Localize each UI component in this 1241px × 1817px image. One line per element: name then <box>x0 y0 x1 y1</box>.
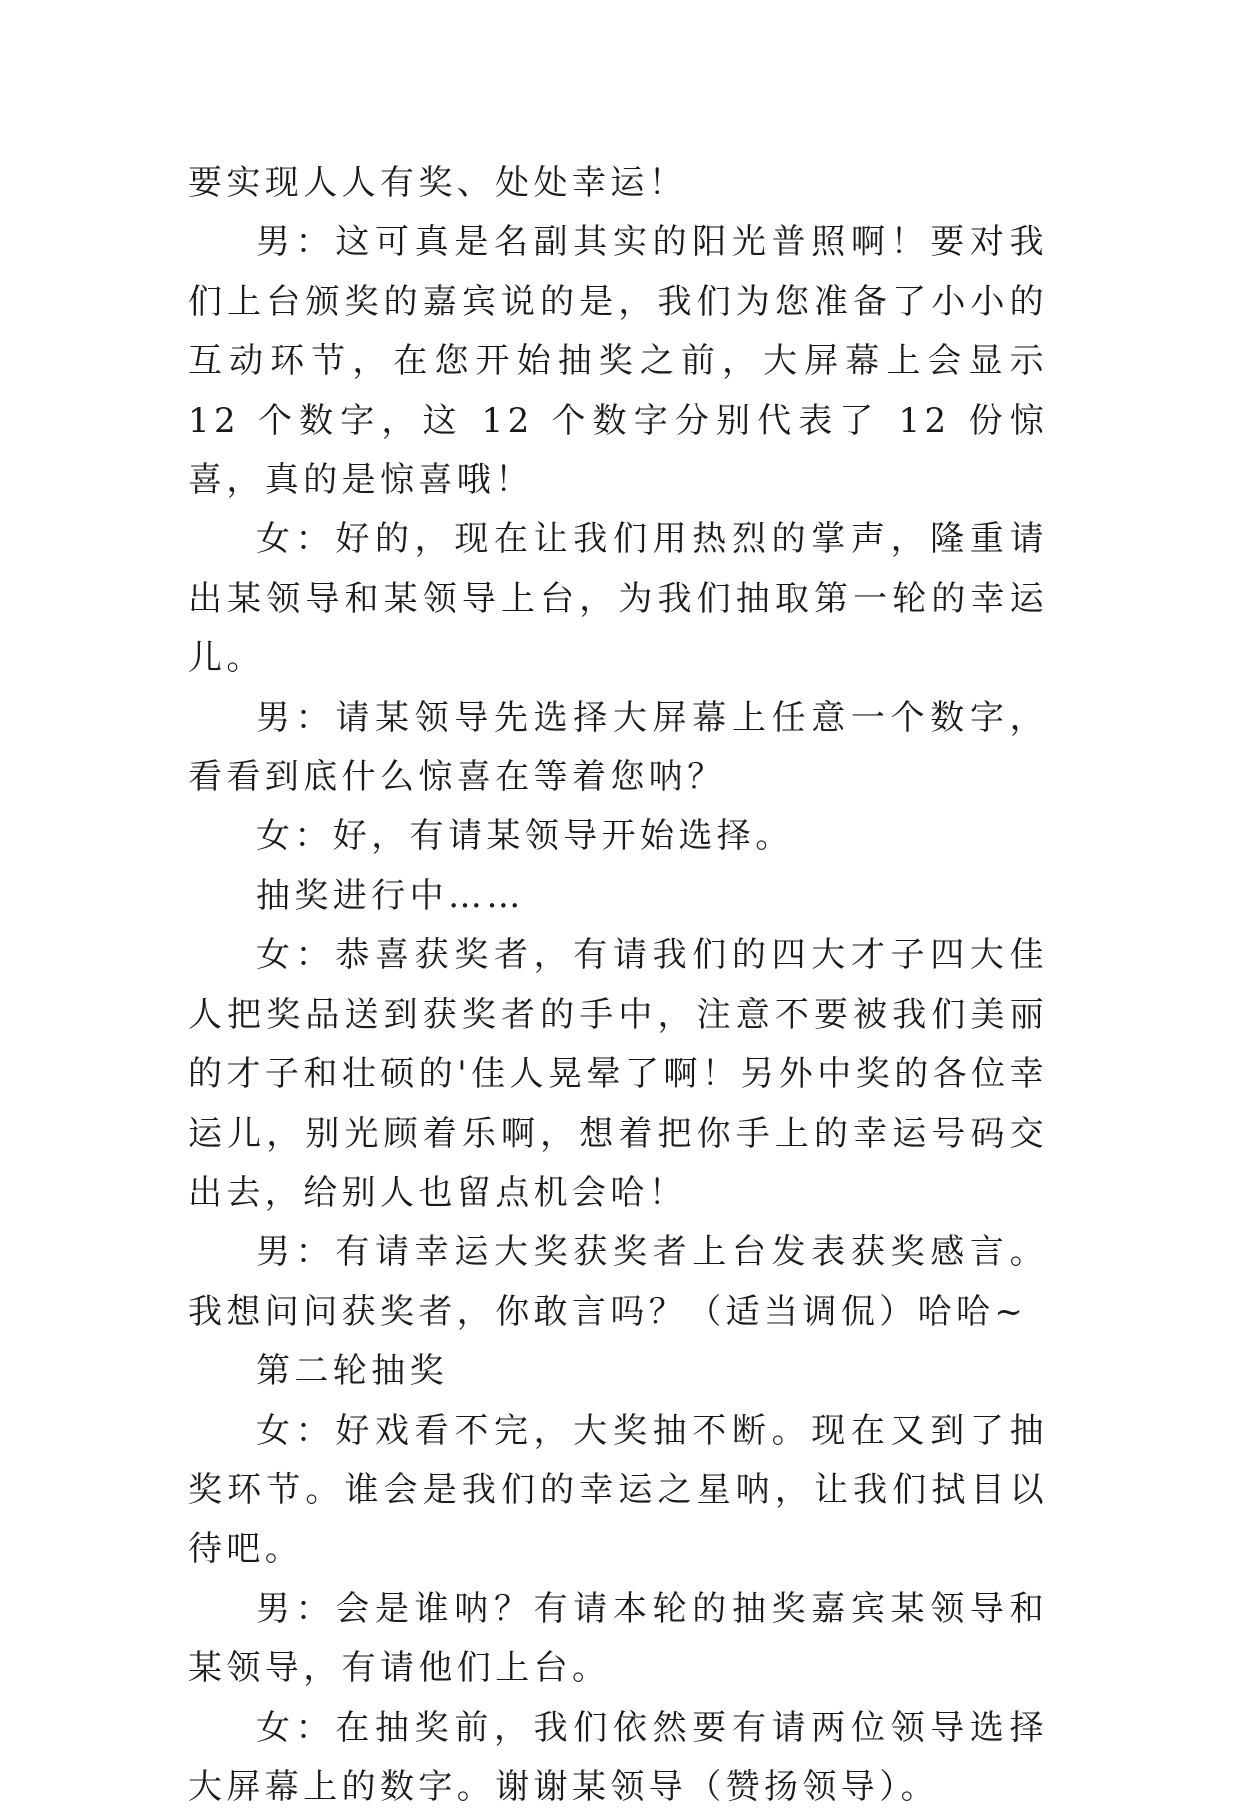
paragraph: 女：好，有请某领导开始选择。 <box>256 816 794 857</box>
document-body <box>188 154 1048 1817</box>
paragraph: 女：好的，现在让我们用热烈的掌声，隆重请出某领导和某领导上台，为我们抽取第一轮的幸运儿。 <box>188 519 1048 679</box>
paragraph: 女：在抽奖前，我们依然要有请两位领导选择大屏幕上的数字。谢谢某领导（赞扬领导）。 <box>188 1707 1048 1807</box>
paragraph: 要实现人人有奖、处处幸运！ <box>188 163 688 203</box>
paragraph: 男：会是谁呐？有请本轮的抽奖嘉宾某领导和某领导，有请他们上台。 <box>188 1588 1048 1689</box>
paragraph: 抽奖进行中…… <box>256 875 525 916</box>
paragraph: 男：这可真是名副其实的阳光普照啊！要对我们上台颁奖的嘉宾说的是，我们为您准备了小小的互动环节，在您开始抽奖之前，大屏幕上会显示 12 个数字，这 12 个数字分别代表了 12 份惊喜，真的是惊喜哦！ <box>188 222 1048 501</box>
paragraph: 女：恭喜获奖者，有请我们的四大才子四大佳人把奖品送到获奖者的手中，注意不要被我们美丽的才子和壮硕的'佳人晃晕了啊！另外中奖的各位幸运儿，别光顾着乐啊，想着把你手上的幸运号码交出去，给别人也留点机会哈！ <box>188 935 1048 1213</box>
section-heading: 第二轮抽奖 <box>256 1351 448 1392</box>
paragraph: 男：请某领导先选择大屏幕上任意一个数字，看看到底什么惊喜在等着您呐？ <box>188 697 1048 798</box>
paragraph: 男：有请幸运大奖获奖者上台发表获奖感言。我想问问获奖者，你敢言吗？（适当调侃）哈哈~ <box>188 1232 1048 1332</box>
paragraph: 女：好戏看不完，大奖抽不断。现在又到了抽奖环节。谁会是我们的幸运之星呐，让我们拭目以待吧。 <box>188 1410 1048 1570</box>
